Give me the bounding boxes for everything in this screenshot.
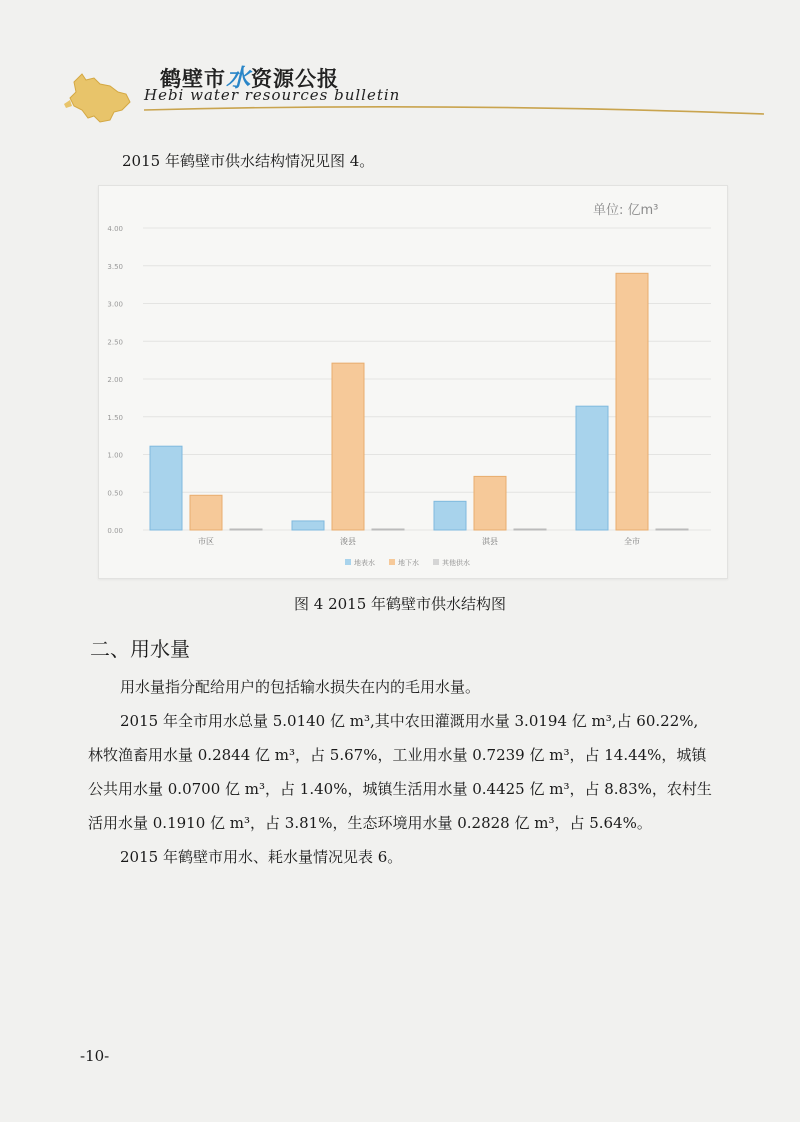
bar-地表水-淇县 [434,501,466,530]
water-supply-chart [98,185,728,579]
y-tick-label: 2.50 [107,338,123,347]
bar-地表水-全市 [576,406,608,530]
bar-其他供水-浚县 [372,529,404,530]
usage-line-1: 2015 年全市用水总量 5.0140 亿 m³,其中农田灌溉用水量 3.0194 亿 m³,占 60.22%, [120,712,699,730]
bar-地下水-淇县 [474,476,506,530]
x-tick-label: 市区 [198,537,214,546]
chart-canvas [99,186,727,578]
definition-paragraph: 用水量指分配给用户的包括输水损失在内的毛用水量。 [120,678,481,696]
legend-label: 地表水 [354,559,375,567]
x-tick-label: 淇县 [482,537,498,546]
bulletin-title-cn: 鹤壁市水资源公报 [160,63,339,92]
header-swoosh-line [144,96,764,116]
y-tick-label: 0.50 [107,489,123,498]
bar-地表水-浚县 [292,521,324,530]
x-tick-label: 浚县 [340,537,356,546]
bar-其他供水-市区 [230,529,262,530]
y-tick-label: 1.50 [107,413,123,422]
legend-swatch [345,559,351,565]
y-tick-label: 0.00 [107,527,123,535]
closing-paragraph: 2015 年鹤壁市用水、耗水量情况见表 6。 [120,848,403,866]
bar-地表水-市区 [150,446,182,530]
x-tick-label: 全市 [624,537,640,546]
legend-label: 地下水 [398,559,419,567]
bar-其他供水-全市 [656,529,688,530]
bulletin-header [60,48,750,138]
usage-line-4: 活用水量 0.1910 亿 m³，占 3.81%，生态环境用水量 0.2828 亿 m³，占 5.64%。 [88,814,652,832]
body-text [88,670,728,874]
hebi-map-logo [60,60,140,130]
unit-label: 单位: 亿m³ [593,203,659,218]
section-heading: 二、用水量 [90,637,190,661]
y-tick-label: 4.00 [107,225,123,233]
page-number: -10- [80,1047,110,1065]
y-tick-label: 2.00 [107,376,123,384]
bar-地下水-市区 [190,495,222,530]
figure-caption: 图 4 2015 年鹤壁市供水结构图 [293,595,507,613]
bar-其他供水-淇县 [514,529,546,530]
bar-地下水-全市 [616,273,648,530]
usage-line-2: 林牧渔畜用水量 0.2844 亿 m³，占 5.67%，工业用水量 0.7239 亿 m³，占 14.44%，城镇 [88,746,707,764]
y-tick-label: 1.00 [107,451,123,460]
bulletin-title-en: Hebi water resources bulletin [144,86,401,104]
y-tick-label: 3.00 [107,300,123,309]
bar-地下水-浚县 [332,363,364,530]
usage-line-3: 公共用水量 0.0700 亿 m³，占 1.40%，城镇生活用水量 0.4425 亿 m³，占 8.83%，农村生 [88,780,712,798]
legend-swatch [389,559,395,565]
y-tick-label: 3.50 [107,262,123,271]
legend-swatch [433,559,439,565]
intro-line: 2015 年鹤壁市供水结构情况见图 4。 [122,152,375,170]
legend-label: 其他供水 [442,559,470,567]
